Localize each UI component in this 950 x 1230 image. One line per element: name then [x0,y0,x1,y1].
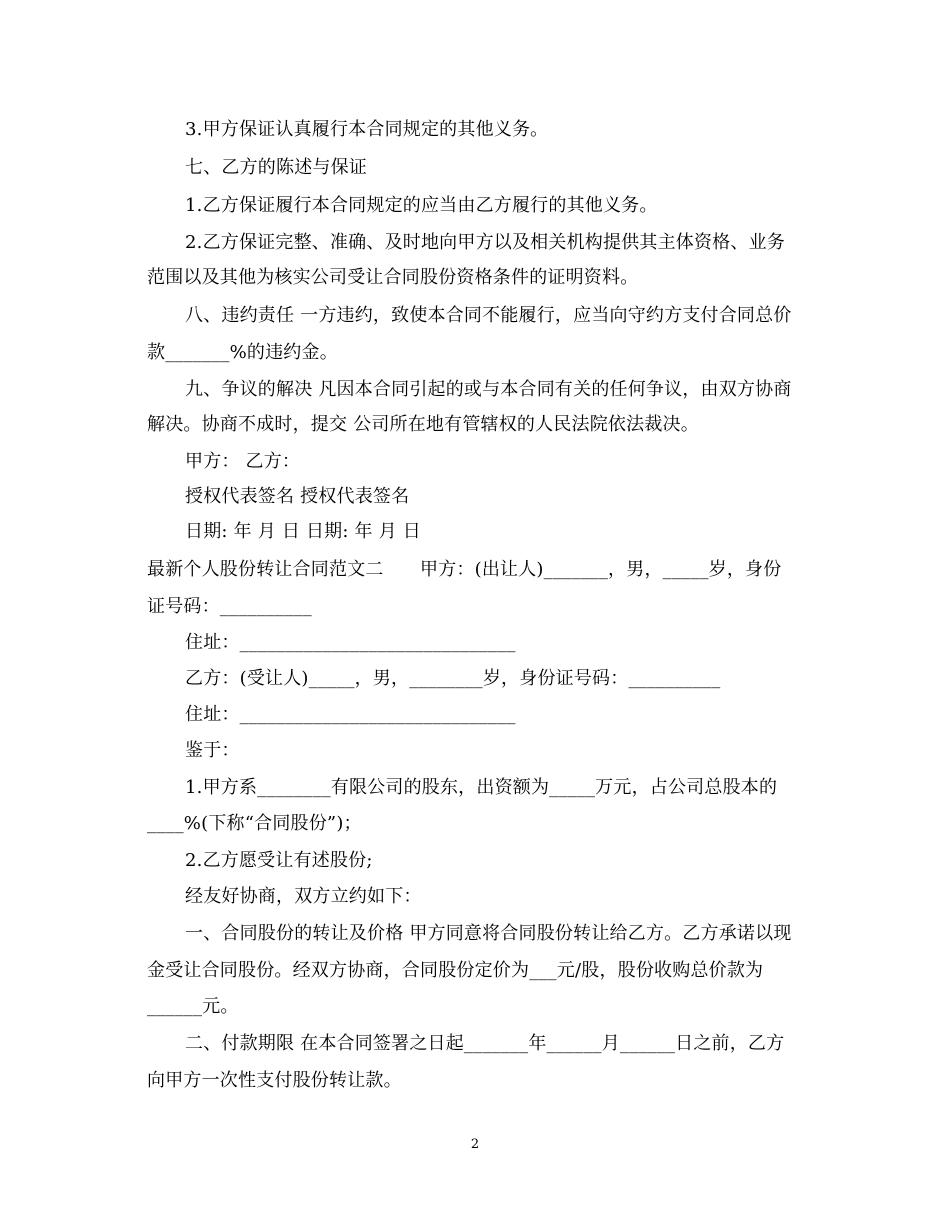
address-line: 住址：______________________________ [185,704,516,725]
section-heading: 八、违约责任 一方违约，致使本合同不能履行，应当向守约方支付合同总价 [185,305,792,326]
section-heading: 二、付款期限 在本合同签署之日起_______年______月______日之前，乙方 [185,1033,785,1054]
whereas-heading: 鉴于： [185,740,240,761]
clause-text: 范围以及其他为核实公司受让合同股份资格条件的证明资料。 [147,267,639,288]
clause-text: ______元。 [147,996,239,1017]
section-heading: 九、争议的解决 凡因本合同引起的或与本合同有关的任何争议，由双方协商 [185,379,792,400]
clause-text: 向甲方一次性支付股份转让款。 [147,1070,402,1091]
signature-dates: 日期: 年 月 日 日期: 年 月 日 [185,521,421,542]
clause-text: ____%(下称“合同股份”)； [147,813,362,834]
clause-text: 2.乙方保证完整、准确、及时地向甲方以及相关机构提供其主体资格、业务 [185,232,785,253]
clause-text: 经友好协商，双方立约如下： [185,886,422,907]
clause-text: 金受让合同股份。经双方协商，合同股份定价为___元/股，股份收购总价款为 [147,960,764,981]
signature-parties: 甲方： 乙方： [185,451,301,472]
address-line: 住址：______________________________ [185,632,516,653]
clause-text: 3.甲方保证认真履行本合同规定的其他义务。 [185,119,549,140]
clause-text: 1.甲方系________有限公司的股东，出资额为_____万元，占公司总股本的 [185,777,778,798]
clause-text: 2.乙方愿受让有述股份; [185,850,373,871]
signature-labels: 授权代表签名 授权代表签名 [185,486,410,507]
clause-text: 解决。协商不成时，提交 公司所在地有管辖权的人民法院依法裁决。 [147,414,699,435]
id-number-line: 证号码：__________ [147,596,312,617]
clause-text: 1.乙方保证履行本合同规定的应当由乙方履行的其他义务。 [185,195,658,216]
section-heading: 一、合同股份的转让及价格 甲方同意将合同股份转让给乙方。乙方承诺以现 [185,923,792,944]
page-number: 2 [470,1137,480,1152]
contract-title-line: 最新个人股份转让合同范文二 甲方：(出让人)_______，男，_____岁，身份 [147,559,782,580]
party-b-line: 乙方：(受让人)_____，男，________岁，身份证号码：__________ [185,668,721,689]
clause-text: 款_______%的违约金。 [147,342,338,363]
section-heading: 七、乙方的陈述与保证 [185,157,367,178]
